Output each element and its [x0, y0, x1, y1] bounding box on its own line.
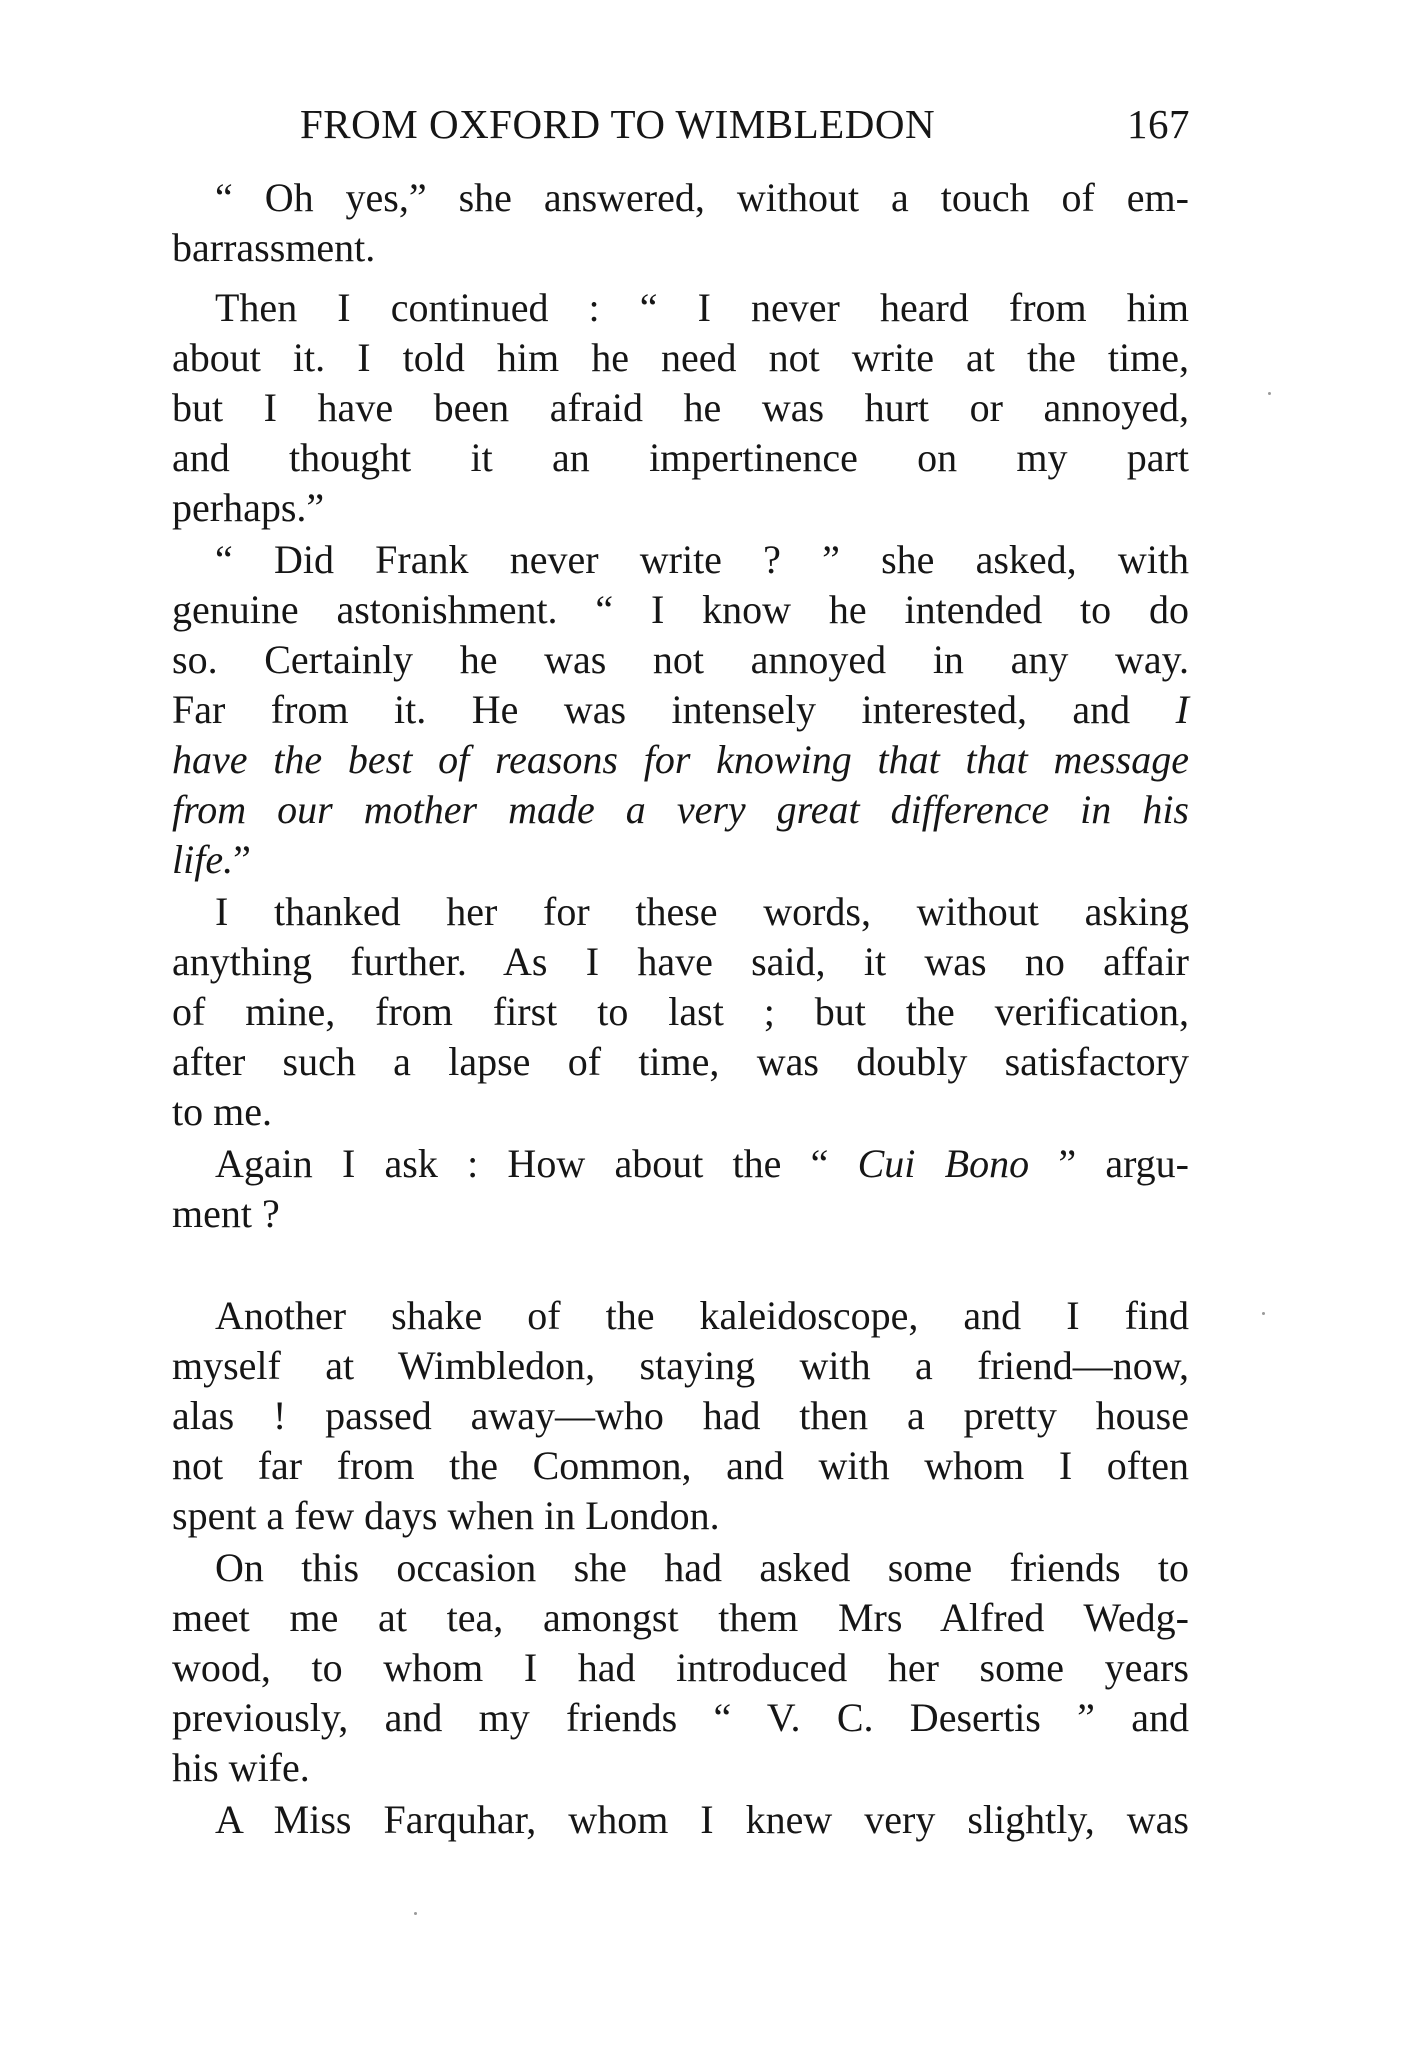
- text-line: to me.: [172, 1089, 272, 1134]
- italic-span: life.: [172, 837, 234, 882]
- text-line: A Miss Farquhar, whom I knew very slightly, was: [215, 1797, 1189, 1842]
- text-line: after such a lapse of time, was doubly satisfactory: [172, 1039, 1189, 1084]
- text-line: [215, 1138, 1189, 1190]
- text-line: spent a few days when in London.: [172, 1493, 720, 1538]
- text-span: Again I ask : How about the “: [215, 1141, 829, 1186]
- paper-speck: [1262, 1312, 1265, 1315]
- text-line: ment ?: [172, 1191, 280, 1236]
- text-line: so. Certainly he was not annoyed in any way.: [172, 637, 1189, 682]
- page-number: 167: [1127, 101, 1190, 147]
- text-line: genuine astonishment. “ I know he intended to do: [172, 587, 1189, 632]
- text-line: not far from the Common, and with whom I often: [172, 1443, 1189, 1488]
- text-line: have the best of reasons for knowing that that message: [172, 737, 1189, 782]
- italic-span: I: [1175, 687, 1189, 732]
- text-span: ” argu-: [1058, 1141, 1189, 1186]
- text-line: I thanked her for these words, without asking: [215, 889, 1189, 934]
- text-line: barrassment.: [172, 225, 376, 270]
- text-line: previously, and my friends “ V. C. Desertis ” and: [172, 1695, 1189, 1740]
- text-line: alas ! passed away—who had then a pretty house: [172, 1393, 1189, 1438]
- paper-speck: [414, 1912, 417, 1915]
- text-span: ”: [233, 837, 251, 882]
- text-line: from our mother made a very great difference in his: [172, 787, 1189, 832]
- text-line: Then I continued : “ I never heard from him: [215, 285, 1189, 330]
- text-line: of mine, from first to last ; but the verification,: [172, 989, 1189, 1034]
- paper-speck: [1268, 392, 1271, 395]
- text-line: wood, to whom I had introduced her some years: [172, 1645, 1189, 1690]
- text-line: Another shake of the kaleidoscope, and I find: [215, 1293, 1189, 1338]
- running-title: FROM OXFORD TO WIMBLEDON: [300, 101, 936, 147]
- text-line: [172, 834, 1189, 886]
- text-line: meet me at tea, amongst them Mrs Alfred Wedg-: [172, 1595, 1189, 1640]
- text-line: his wife.: [172, 1745, 310, 1790]
- text-line: “ Oh yes,” she answered, without a touch of em-: [215, 175, 1189, 220]
- running-head: [300, 100, 1190, 156]
- text-line: anything further. As I have said, it was no affair: [172, 939, 1189, 984]
- italic-span: Cui Bono: [857, 1141, 1030, 1186]
- text-span: Far from it. He was intensely interested, and: [172, 687, 1131, 732]
- text-line: about it. I told him he need not write at the time,: [172, 335, 1189, 380]
- text-line: “ Did Frank never write ? ” she asked, with: [215, 537, 1189, 582]
- text-line: but I have been afraid he was hurt or annoyed,: [172, 385, 1189, 430]
- text-line: perhaps.”: [172, 485, 325, 530]
- text-line: myself at Wimbledon, staying with a friend—now,: [172, 1343, 1189, 1388]
- text-line: and thought it an impertinence on my part: [172, 435, 1189, 480]
- text-line: On this occasion she had asked some friends to: [215, 1545, 1189, 1590]
- text-line: [172, 684, 1189, 736]
